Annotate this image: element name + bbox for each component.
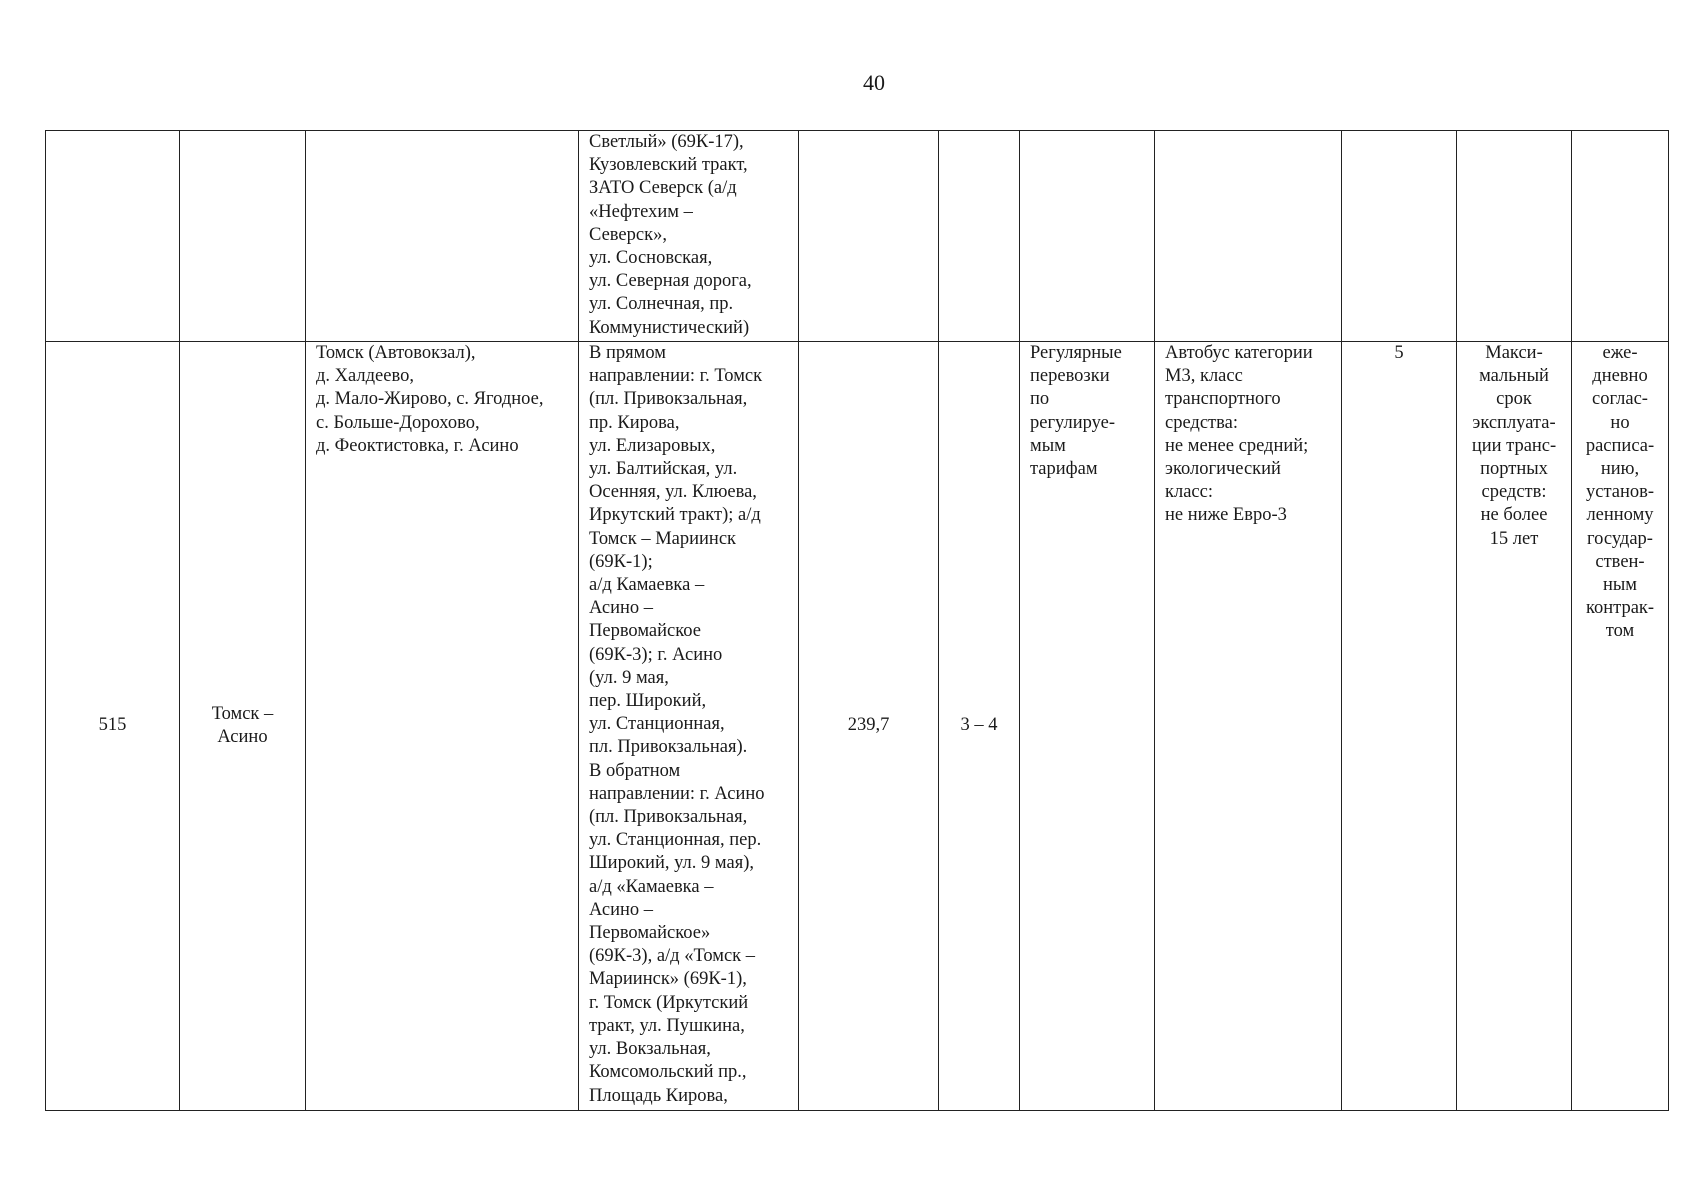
cell-transport-type [1020,131,1155,342]
cell-route-path: Светлый» (69К-17), Кузовлевский тракт, ЗАТО Северск (а/д «Нефтехим – Северск», ул. Сосновская, ул. Северная дорога, ул. Солнечная, пр. Коммунистический) [579,131,799,342]
cell-vehicle [1155,131,1342,342]
route-table [45,130,1669,1111]
cell-name: Томск – Асино [180,342,306,1111]
cell-transport-type: Регулярные перевозки по регулируе- мым тарифам [1020,342,1155,1111]
cell-vehicle-age [1457,131,1572,342]
table-row [46,342,1669,1111]
cell-schedule [1572,131,1669,342]
cell-vehicle-count [1342,131,1457,342]
cell-vehicle: Автобус категории М3, класс транспортного средства: не менее средний; экологический класс: не ниже Евро-3 [1155,342,1342,1111]
cell-number [46,131,180,342]
cell-stops-count: 3 – 4 [939,342,1020,1111]
table-row-continued [46,131,1669,342]
cell-schedule: еже- дневно соглас- но расписа- нию, установ- ленному государ- ствен- ным контрак- том [1572,342,1669,1111]
cell-route-path: В прямом направлении: г. Томск (пл. Привокзальная, пр. Кирова, ул. Елизаровых, ул. Балтийская, ул. Осенняя, ул. Клюева, Иркутский тракт); а/д Томск – Мариинск (69К-1); а/д Камаевка – Асино – Первомайское (69К-3); г. Асино (ул. 9 мая, пер. Широкий, ул. Станционная, пл. Привокзальная). В обратном направлении: г. Асино (пл. Привокзальная, ул. Станционная, пер. Широкий, ул. 9 мая), а/д «Камаевка – Асино – Первомайское» (69К-3), а/д «Томск – Мариинск» (69К-1), г. Томск (Иркутский тракт, ул. Пушкина, ул. Вокзальная, Комсомольский пр., Площадь Кирова, [579,342,799,1111]
cell-vehicle-count: 5 [1342,342,1457,1111]
page-number: 40 [863,70,885,95]
cell-stops-count [939,131,1020,342]
cell-stops [306,131,579,342]
cell-stops: Томск (Автовокзал), д. Халдеево, д. Мало-Жирово, с. Ягодное, с. Больше-Дорохово, д. Феоктистовка, г. Асино [306,342,579,1111]
cell-length [799,131,939,342]
cell-name [180,131,306,342]
cell-number: 515 [46,342,180,1111]
cell-length: 239,7 [799,342,939,1111]
cell-vehicle-age: Макси- мальный срок эксплуата- ции транс- портных средств: не более 15 лет [1457,342,1572,1111]
